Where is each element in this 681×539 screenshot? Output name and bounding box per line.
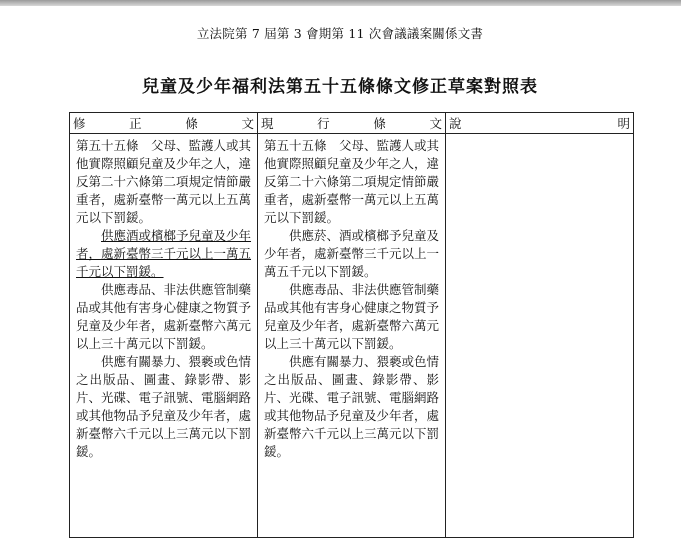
current-paragraph-1: 第五十五條 父母、監護人或其他實際照顧兒童及少年之人，違反第二十六條第二項規定情節嚴重者，處新臺幣一萬元以上五萬元以下罰鍰。: [264, 138, 440, 225]
amended-paragraph-2: 供應酒或檳榔予兒童及少年者，處新臺幣三千元以上一萬五千元以下罰鍰。: [76, 228, 252, 279]
header-char: 文: [429, 116, 442, 131]
current-paragraph-3: 供應毒品、非法供應管制藥品或其他有害身心健康之物質予兒童及少年者，處新臺幣六萬元以上三十萬元以下罰鍰。: [264, 282, 440, 351]
current-paragraph-2: 供應菸、酒或檳榔予兒童及少年者，處新臺幣三千元以上一萬五千元以下罰鍰。: [264, 228, 440, 279]
header-char: 文: [241, 116, 254, 131]
header-char: 正: [129, 116, 142, 131]
table-header-row: [70, 113, 634, 134]
current-text-cell: [258, 134, 446, 538]
amended-paragraph-4: 供應有關暴力、猥褻或色情之出版品、圖畫、錄影帶、影片、光碟、電子訊號、電腦網路或其他物品予兒童及少年者，處新臺幣六千元以上三萬元以下罰鍰。: [76, 354, 252, 459]
document-header: 立法院第 7 屆第 3 會期第 11 次會議議案關係文書: [196, 26, 484, 41]
comparison-table: [69, 112, 634, 538]
header-current: [258, 113, 446, 134]
header-char: 現: [261, 116, 274, 131]
header-char: 明: [617, 116, 630, 131]
header-explanation: [446, 113, 634, 134]
table-body-row: [70, 134, 634, 538]
header-char: 條: [185, 116, 198, 131]
document-title: 兒童及少年福利法第五十五條條文修正草案對照表: [142, 77, 538, 97]
header-char: 條: [373, 116, 386, 131]
header-char: 行: [317, 116, 330, 131]
amended-text-cell: [70, 134, 258, 538]
document-page: [0, 6, 681, 539]
explanation-cell: [446, 134, 634, 538]
header-amended: [70, 113, 258, 134]
header-char: 修: [73, 116, 86, 131]
amended-paragraph-3: 供應毒品、非法供應管制藥品或其他有害身心健康之物質予兒童及少年者，處新臺幣六萬元以上三十萬元以下罰鍰。: [76, 282, 252, 351]
header-char: 說: [449, 116, 462, 131]
amended-paragraph-1: 第五十五條 父母、監護人或其他實際照顧兒童及少年之人，違反第二十六條第二項規定情節嚴重者，處新臺幣一萬元以上五萬元以下罰鍰。: [76, 138, 252, 225]
current-paragraph-4: 供應有關暴力、猥褻或色情之出版品、圖畫、錄影帶、影片、光碟、電子訊號、電腦網路或其他物品予兒童及少年者，處新臺幣六千元以上三萬元以下罰鍰。: [264, 354, 440, 459]
